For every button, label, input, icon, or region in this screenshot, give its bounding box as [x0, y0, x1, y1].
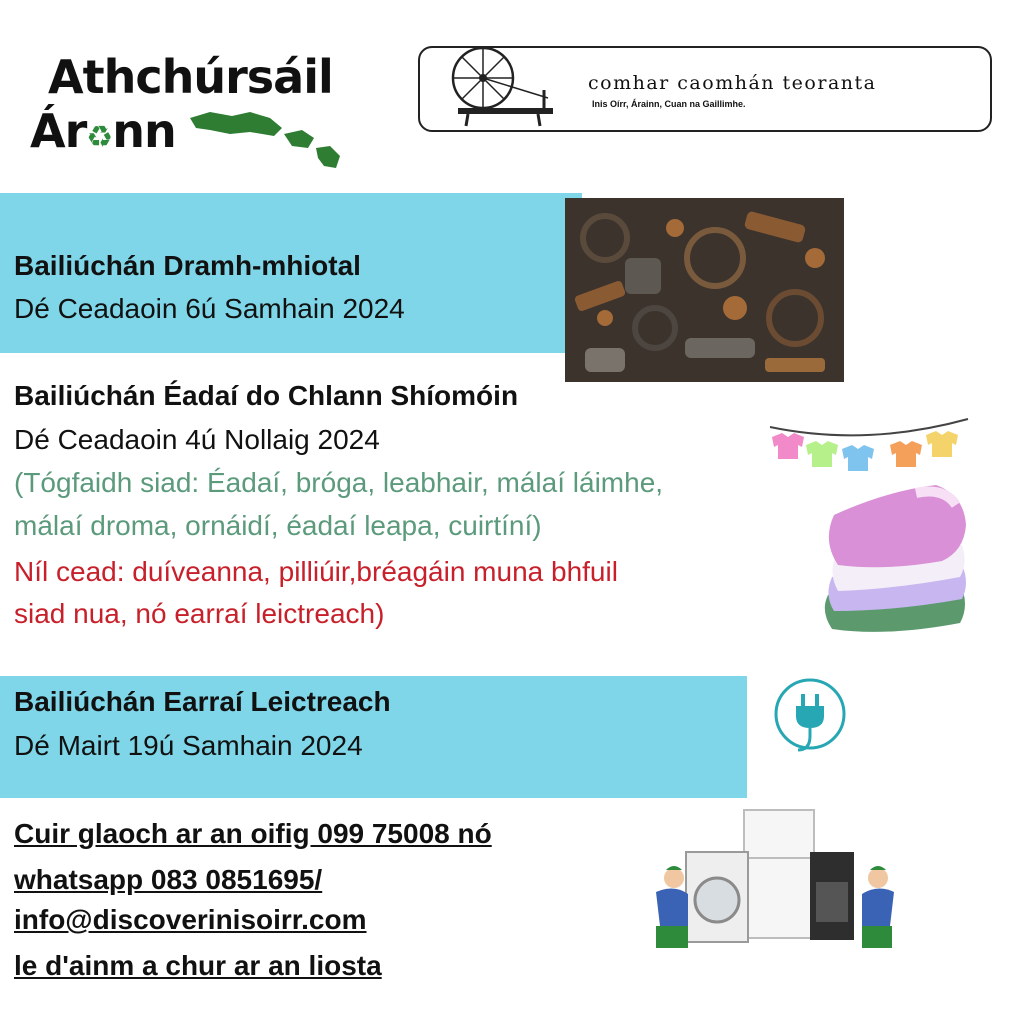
clothes-accepted-line2: málaí droma, ornáidí, éadaí leapa, cuirtíní) — [14, 510, 542, 541]
aran-islands-map — [190, 108, 350, 178]
scrap-metal-photo — [565, 198, 844, 382]
spinning-wheel-icon — [438, 40, 558, 130]
clothes-not-allowed-line1: Níl cead: duíveanna, pilliúir,bréagáin muna bhfuil — [14, 556, 618, 587]
contact-phone-line[interactable]: Cuir glaoch ar an oifig 099 75008 nó — [14, 818, 492, 849]
clothes-accepted-line1: (Tógfaidh siad: Éadaí, bróga, leabhair, málaí láimhe, — [14, 467, 664, 498]
clothes-date: Dé Ceadaoin 4ú Nollaig 2024 — [14, 424, 380, 455]
logo-title-line1: Athchúrsáil — [48, 50, 333, 104]
coop-address: Inis Oírr, Árainn, Cuan na Gaillimhe. — [592, 99, 746, 109]
plug-icon — [770, 678, 850, 758]
logo-line2-end: nn — [112, 104, 176, 158]
coop-name: comhar caomhán teoranta — [588, 72, 877, 94]
electrical-date: Dé Mairt 19ú Samhain 2024 — [14, 730, 363, 761]
contact-list-note: le d'ainm a chur ar an liosta — [14, 950, 382, 981]
clothes-not-allowed-line2: siad nua, nó earraí leictreach) — [14, 598, 385, 629]
contact-email-link[interactable]: info@discoverinisoirr.com — [14, 904, 367, 935]
metal-title: Bailiúchán Dramh-mhiotal — [14, 250, 361, 281]
logo-line2-start: Ár — [30, 104, 87, 158]
clothes-title: Bailiúchán Éadaí do Chlann Shíomóin — [14, 380, 519, 411]
logo-title-line2 — [30, 104, 176, 158]
clothes-illustration — [766, 415, 976, 640]
appliances-illustration — [640, 808, 910, 958]
recycle-icon: ♻ — [86, 120, 113, 155]
metal-date: Dé Ceadaoin 6ú Samhain 2024 — [14, 293, 405, 324]
contact-whatsapp-line[interactable]: whatsapp 083 0851695/ — [14, 864, 323, 895]
electrical-title: Bailiúchán Earraí Leictreach — [14, 686, 391, 717]
